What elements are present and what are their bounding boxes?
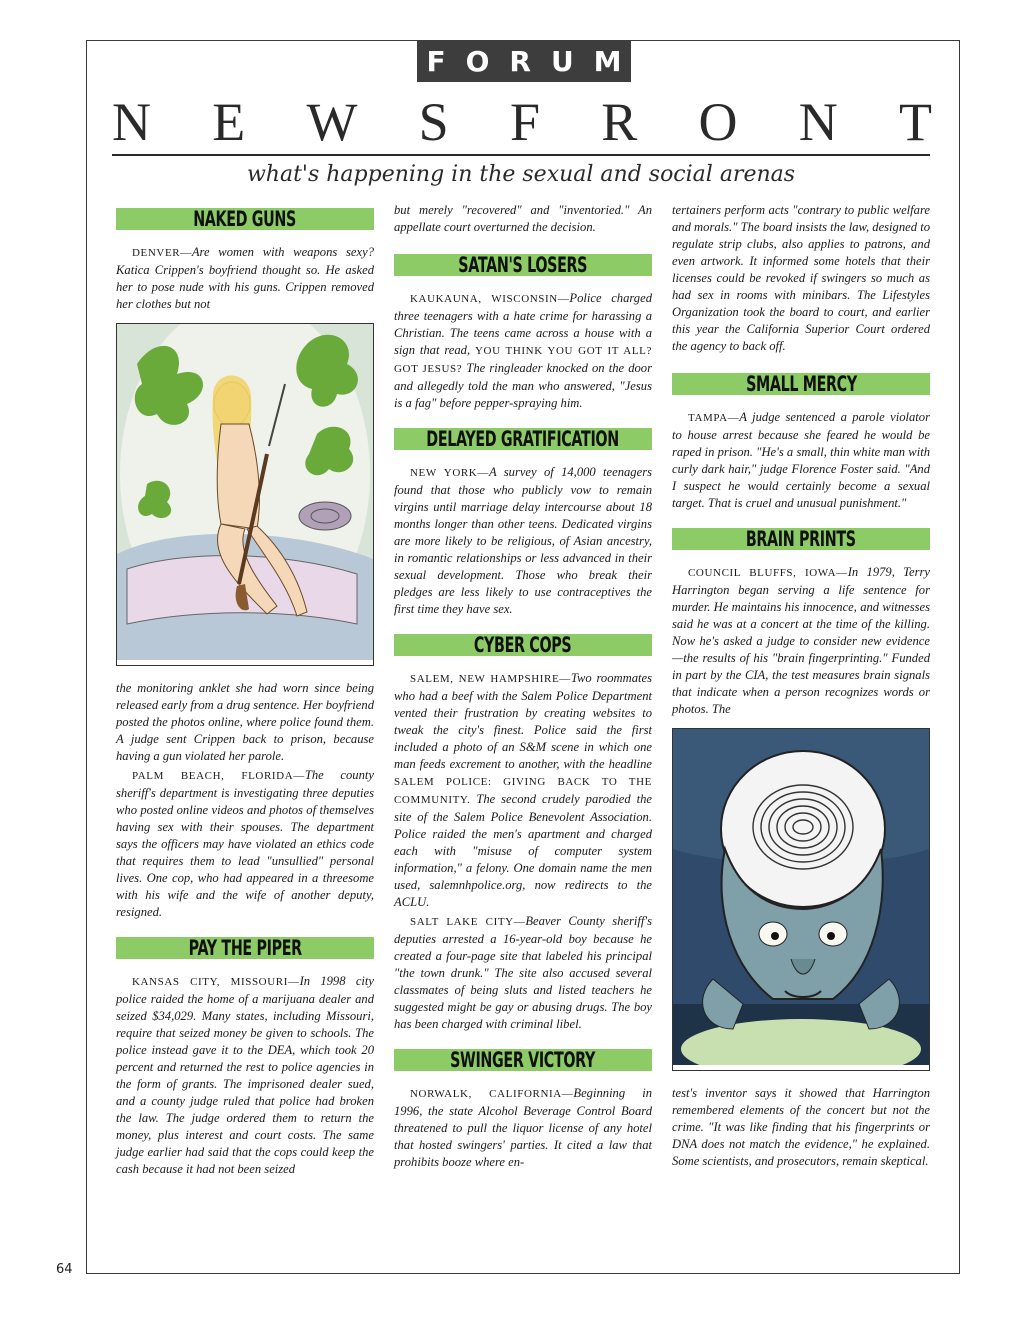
article-paragraph: PALM BEACH, FLORIDA—The county sheriff's department is investigating three deputies who posted online videos and photos of themselves having sex with their spouses. The department says the officers may have violated an ethics code that requires them to lead "unsullied" personal lives. One cop, who had appeared in a threesome with his wife and the wife of another deputy, resigned. [116, 768, 374, 919]
article-paragraph: COUNCIL BLUFFS, IOWA—In 1979, Terry Harrington began serving a life sentence for murder. He maintains his innocence, and witnesses said he was at a concert at the time of the killing. Now he's asked a judge to consider new evidence—the results of his "brain fingerprinting." Funded in part by the CIA, the test measures brain signals that indicate when a person recognizes words or photos. The [672, 565, 930, 716]
article-paragraph: but merely "recovered" and "inventoried." An appellate court overturned the decision. [394, 203, 652, 234]
title-letter: N [112, 92, 151, 152]
section-heading: CYBER COPS [394, 634, 652, 656]
subtitle: what's happening in the sexual and social arenas [246, 162, 796, 187]
newsfront-title [112, 92, 932, 152]
title-rule [112, 154, 930, 156]
forum-banner: FORUM [417, 40, 631, 82]
column-1 [116, 202, 374, 1180]
article-paragraph: the monitoring anklet she had worn since being released early from a drug sentence. Her boyfriend posted the photos online, where police found them. A judge sent Crippen back to prison, because having a gun violated her parole. [116, 681, 374, 763]
title-letter: R [601, 92, 638, 152]
section-heading: SWINGER VICTORY [394, 1049, 652, 1071]
title-letter: O [698, 92, 738, 152]
article-paragraph: test's inventor says it showed that Harrington remembered elements of the concert but not the crime. "It was like finding that his fingerprints or DNA does not match the evidence," he explained. Some scientists, and prosecutors, remain skeptical. [672, 1086, 930, 1168]
column-3 [672, 202, 930, 1172]
section-heading: NAKED GUNS [116, 208, 374, 230]
article-paragraph: SALT LAKE CITY—Beaver County sheriff's deputies arrested a 16-year-old boy because he created a four-page site that labeled his principal "the town drunk." The site also accused several classmates of being sluts and listed teachers he suggested might be gay or abusing drugs. The boy has been charged with criminal libel. [394, 914, 652, 1031]
article-paragraph: TAMPA—A judge sentenced a parole violator to house arrest because she feared he would be raped in prison. "He's a small, thin white man with curly dark hair," judge Florence Foster said. "And I suspect he would certainly become a sexual target. That is cruel and unusual punishment." [672, 410, 930, 510]
section-heading: SATAN'S LOSERS [394, 254, 652, 276]
article-paragraph: SALEM, NEW HAMPSHIRE—Two roommates who had a beef with the Salem Police Department vented their frustration by creating websites to tweak the city's finest. Police said the first included a photo of an S&M scene in which one man feeds excrement to another, with the headline SALEM POLICE: GIVING BACK TO THE COMMUNITY. The second crudely parodied the site of the Salem Police Benevolent Association. Police raided the men's apartment and charged each with "misuse of computer system information," a felony. One domain name the men used, salemnhpolice.org, now redirects to the ACLU. [394, 671, 653, 909]
article-paragraph: KANSAS CITY, MISSOURI—In 1998 city police raided the home of a marijuana dealer and seized $34,029. Many states, including Missouri, require that seized money be given to schools. The police instead gave it to the DEA, which took 20 percent and returned the rest to police agencies in the form of grants. The imprisoned dealer sued, and a county judge ruled that police had broken the law. The judge ordered them to return the money, plus interest and court costs. The same judge earlier had said that the cops could keep the cash because it had not been seized [116, 974, 374, 1176]
article-paragraph: NORWALK, CALIFORNIA—Beginning in 1996, the state Alcohol Beverage Control Board threatened to pull the liquor license of any hotel that hosted swingers' parties. It cited a law that prohibits booze where en- [394, 1086, 652, 1169]
section-heading: BRAIN PRINTS [672, 528, 930, 550]
article-paragraph: DENVER—Are women with weapons sexy? Katica Crippen's boyfriend thought so. He asked her to pose nude with his guns. Crippen removed her clothes but not [116, 245, 374, 311]
title-letter: T [898, 92, 932, 152]
column-2 [394, 202, 652, 1173]
section-heading: DELAYED GRATIFICATION [394, 428, 652, 450]
page-number: 64 [56, 1262, 73, 1277]
article-paragraph: KAUKAUNA, WISCONSIN—Police charged three teenagers with a hate crime for harassing a Christian. The teens came across a house with a sign that read, YOU THINK YOU GOT IT ALL? GOT JESUS? The ringleader knocked on the door and allegedly told the man who answered, "Jesus is a fag" before pepper-spraying him. [394, 291, 652, 410]
article-paragraph: tertainers perform acts "contrary to public welfare and morals." The board insists the law, designed to regulate strip clubs, also applies to patrons, and even artwork. It informed some hotels that their licenses could be revoked if swingers so much as had sex in rooms with minibars. The Lifestyles Organization took the board to court, and earlier this year the California Superior Court ordered the agency to back off. [672, 203, 930, 353]
title-letter: N [798, 92, 838, 152]
title-letter: E [212, 92, 246, 152]
title-letter: S [418, 92, 449, 152]
title-letter: F [509, 92, 540, 152]
illustration-brain-prints [672, 728, 930, 1071]
section-heading: SMALL MERCY [672, 373, 930, 395]
article-paragraph: NEW YORK—A survey of 14,000 teenagers found that those who publicly vow to remain virgins until marriage delay intercourse about 18 months longer than other teens. Dedicated virgins are more likely to be religious, of Asian ancestry, in romantic relationships or less advanced in their sexual development. Those who break their pledges are less likely to use contraceptives the first time they have sex. [394, 465, 652, 616]
title-letter: W [306, 92, 358, 152]
illustration-naked-guns [116, 323, 374, 666]
section-heading: PAY THE PIPER [116, 937, 374, 959]
